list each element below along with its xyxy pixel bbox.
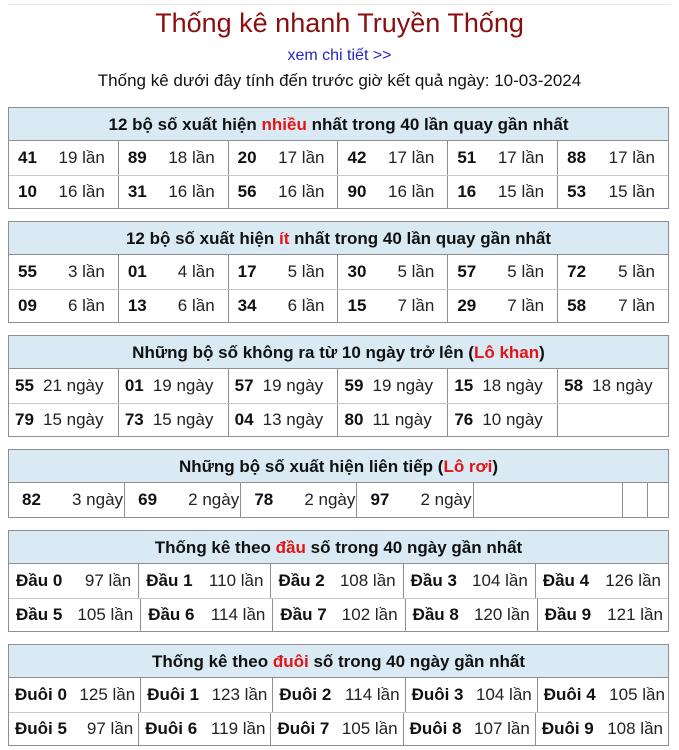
table-cell: [271, 713, 403, 746]
table-cell: 69 2 ngày: [125, 483, 241, 517]
table-cell: [404, 713, 536, 746]
table-row: [9, 141, 668, 175]
highlight-text: Lô rơi: [443, 457, 493, 476]
table-cell: [271, 564, 403, 598]
table-cell: [229, 141, 339, 175]
table-row: [9, 678, 668, 712]
cell-number: 42: [347, 147, 367, 167]
cell-count: 6 lần: [287, 295, 325, 315]
cell-count: 97 lần: [84, 570, 132, 590]
cell-number: 76: [454, 409, 474, 429]
table-header: Những bộ số không ra từ 10 ngày trở lên (Lô khan): [9, 336, 668, 369]
table-cell: [558, 141, 668, 175]
cell-number: 55: [18, 261, 37, 281]
table-cell: [338, 290, 448, 323]
cell-number: Đuôi 1: [147, 684, 200, 704]
table-cell: [538, 678, 670, 712]
cell-number: Đầu 7: [280, 604, 327, 624]
page-subtitle: Thống kê dưới đây tính đến trước giờ kết quả ngày: 10-03-2024: [97, 71, 582, 90]
table-cell: [9, 713, 139, 746]
table-row: [9, 289, 668, 323]
cell-count: 7 lần: [618, 295, 655, 315]
cell-count: 114 lần: [210, 604, 266, 624]
cell-count: 19 ngày: [152, 375, 214, 395]
table-cell: 82 3 ngày: [9, 483, 125, 517]
table-cell: 97 2 ngày: [357, 483, 473, 517]
cell-count: 7 lần: [397, 295, 435, 315]
cell-number: 04: [234, 409, 254, 429]
table-cell: [558, 255, 668, 289]
cell-number: 88: [567, 147, 587, 167]
table-cell: [9, 290, 119, 323]
cell-number: 34: [237, 295, 257, 315]
cell-count: 16 lần: [168, 181, 215, 201]
table-cell: [9, 255, 119, 289]
cell-count: 108 lần: [339, 570, 396, 590]
top-divider: [8, 4, 671, 5]
cell-number: 16: [457, 181, 477, 201]
cell-number: Đuôi 2: [279, 684, 332, 704]
table-cell: [338, 369, 448, 403]
cell-count: 16 lần: [58, 181, 105, 201]
table-cell: [448, 176, 558, 209]
cell-number: Đầu 0: [16, 570, 63, 590]
table-cell: [448, 369, 558, 403]
table-cell: [338, 176, 448, 209]
cell-number: Đầu 1: [146, 570, 193, 590]
table-cell: [273, 599, 405, 632]
table-cell: [9, 369, 119, 403]
cell-count: 123 lần: [211, 684, 268, 704]
empty-cell: [648, 483, 668, 517]
cell-count: 21 ngày: [43, 375, 104, 395]
table-cell: [139, 713, 271, 746]
table-cell: [448, 290, 558, 323]
cell-count: 5 lần: [618, 261, 655, 281]
cell-number: Đầu 3: [410, 570, 457, 590]
cell-count: 5 lần: [507, 261, 545, 281]
cell-number: 41: [18, 147, 37, 167]
highlight-text: ít: [279, 229, 290, 248]
cell-number: 29: [457, 295, 477, 315]
cell-number: 51: [457, 147, 477, 167]
table-cell: [229, 255, 339, 289]
table-cell: 78 2 ngày: [241, 483, 357, 517]
cell-number: 01: [124, 375, 144, 395]
cell-number: Đuôi 9: [541, 718, 594, 738]
cell-count: 11 ngày: [372, 409, 432, 429]
table-row: [9, 564, 668, 598]
cell-number: 30: [347, 261, 367, 281]
view-details-link[interactable]: xem chi tiết >>: [287, 47, 392, 64]
table-cell: [229, 176, 339, 209]
cell-number: 73: [124, 409, 144, 429]
cell-number: 58: [564, 375, 584, 395]
cell-count: 16 lần: [387, 181, 435, 201]
cell-number: 55: [15, 375, 34, 395]
table-row: [9, 403, 668, 437]
cell-count: 15 ngày: [152, 409, 214, 429]
cell-count: 18 ngày: [482, 375, 543, 395]
table-cell: [338, 255, 448, 289]
cell-number: Đuôi 4: [543, 684, 596, 704]
cell-number: 13: [127, 295, 147, 315]
cell-count: 5 lần: [397, 261, 435, 281]
cell-count: 5 lần: [287, 261, 325, 281]
cell-number: 15: [347, 295, 367, 315]
empty-cell: [623, 483, 648, 517]
table-cell: [141, 599, 273, 632]
table-cell: [9, 599, 141, 632]
cell-count: 15 ngày: [43, 409, 104, 429]
highlight-text: Lô khan: [473, 343, 540, 362]
cell-count: 105 lần: [609, 684, 665, 704]
table-cell: [536, 713, 668, 746]
cell-count: 6 lần: [67, 295, 105, 315]
cell-count: 125 lần: [79, 684, 136, 704]
cell-number: 90: [347, 181, 367, 201]
table-row: [9, 598, 668, 632]
table-cell: [448, 141, 558, 175]
cell-count: 107 lần: [474, 718, 530, 738]
cell-number: 20: [237, 147, 257, 167]
table-cell: [338, 141, 448, 175]
table-cell: [229, 369, 339, 403]
cell-count: 19 lần: [58, 147, 105, 167]
cell-number: Đầu 4: [542, 570, 590, 590]
table-cell: [119, 141, 229, 175]
table-cell: [119, 404, 229, 437]
table-row: [9, 175, 668, 209]
page-title: Thống kê nhanh Truyền Thống: [155, 8, 524, 38]
cell-count: 17 lần: [608, 147, 655, 167]
cell-number: 58: [567, 295, 587, 315]
cell-count: 110 lần: [208, 570, 264, 590]
table-cell: [538, 599, 670, 632]
cell-count: 13 ngày: [262, 409, 324, 429]
cell-number: Đầu 5: [16, 604, 63, 624]
table-header: Thống kê theo đuôi số trong 40 ngày gần nhất: [9, 645, 668, 678]
cell-count: 19 ngày: [372, 375, 433, 395]
table-cell: [404, 564, 536, 598]
lo-khan-table: [8, 335, 669, 437]
table-cell: [9, 404, 119, 437]
cell-count: 114 lần: [345, 684, 400, 704]
table-header: Thống kê theo đầu số trong 40 ngày gần nhất: [9, 531, 668, 564]
cell-number: Đuôi 6: [145, 718, 198, 738]
cell-count: 108 lần: [607, 718, 663, 738]
table-cell: [273, 678, 405, 712]
table-row: [9, 369, 668, 403]
cell-number: 31: [127, 181, 147, 201]
cell-count: 6 lần: [177, 295, 215, 315]
highlight-text: đầu: [275, 538, 306, 557]
dau-stats-table: [8, 530, 669, 632]
table-header: 12 bộ số xuất hiện nhiều nhất trong 40 lần quay gần nhất: [9, 108, 668, 141]
table-cell: [9, 564, 139, 598]
table-cell: [119, 176, 229, 209]
cell-count: 121 lần: [607, 604, 663, 624]
cell-number: 57: [234, 375, 254, 395]
table-cell: [558, 176, 668, 209]
table-cell: [9, 141, 119, 175]
table-cell: [119, 290, 229, 323]
cell-count: 102 lần: [341, 604, 398, 624]
table-cell: [406, 678, 538, 712]
highlight-text: nhiều: [261, 115, 307, 134]
cell-number: 72: [567, 261, 587, 281]
table-cell: [338, 404, 448, 437]
table-cell: [536, 564, 668, 598]
cell-number: Đuôi 0: [15, 684, 67, 704]
cell-number: Đuôi 3: [411, 684, 464, 704]
least-frequent-table: [8, 221, 669, 323]
cell-count: 17 lần: [278, 147, 325, 167]
cell-number: 57: [457, 261, 477, 281]
cell-count: 16 lần: [278, 181, 325, 201]
cell-count: 104 lần: [472, 570, 528, 590]
cell-number: 17: [237, 261, 257, 281]
most-frequent-table: [8, 107, 669, 209]
table-cell: [141, 678, 273, 712]
cell-count: 3 lần: [67, 261, 105, 281]
table-cell: [229, 404, 339, 437]
table-cell: [119, 255, 229, 289]
table-cell: [558, 369, 668, 403]
cell-number: 59: [344, 375, 364, 395]
cell-count: 17 lần: [497, 147, 545, 167]
table-cell: [139, 564, 271, 598]
table-cell: [9, 176, 119, 209]
cell-count: 105 lần: [77, 604, 134, 624]
table-cell: [119, 369, 229, 403]
cell-count: 119 lần: [210, 718, 266, 738]
cell-number: 80: [344, 409, 364, 429]
cell-count: 15 lần: [497, 181, 545, 201]
cell-number: Đầu 6: [148, 604, 195, 624]
cell-number: 89: [127, 147, 147, 167]
cell-count: 18 ngày: [592, 375, 653, 395]
table-row: [9, 483, 668, 517]
cell-number: 10: [18, 181, 37, 201]
table-row: [9, 712, 668, 746]
cell-count: 105 lần: [341, 718, 398, 738]
cell-count: 19 ngày: [262, 375, 324, 395]
cell-count: 104 lần: [475, 684, 532, 704]
cell-number: Đầu 9: [544, 604, 592, 624]
table-cell: [406, 599, 538, 632]
cell-count: 126 lần: [605, 570, 661, 590]
table-cell: [448, 255, 558, 289]
cell-number: Đầu 8: [412, 604, 459, 624]
cell-count: 18 lần: [168, 147, 215, 167]
cell-count: 10 ngày: [482, 409, 543, 429]
cell-number: Đầu 2: [278, 570, 325, 590]
cell-count: 120 lần: [473, 604, 530, 624]
empty-cell: [474, 483, 624, 517]
cell-number: 56: [237, 181, 257, 201]
lo-roi-table: [8, 449, 669, 518]
cell-number: 79: [15, 409, 34, 429]
cell-number: 15: [454, 375, 474, 395]
table-cell: [558, 290, 668, 323]
cell-number: 53: [567, 181, 587, 201]
duoi-stats-table: [8, 644, 669, 746]
cell-count: 7 lần: [507, 295, 545, 315]
table-cell: [558, 404, 668, 437]
table-row: [9, 255, 668, 289]
cell-count: 97 lần: [86, 718, 134, 738]
table-header: Những bộ số xuất hiện liên tiếp (Lô rơi): [9, 450, 668, 483]
cell-number: Đuôi 7: [277, 718, 330, 738]
table-cell: [9, 678, 141, 712]
cell-number: 09: [18, 295, 37, 315]
cell-count: 17 lần: [387, 147, 435, 167]
table-header: 12 bộ số xuất hiện ít nhất trong 40 lần quay gần nhất: [9, 222, 668, 255]
cell-count: 4 lần: [177, 261, 215, 281]
cell-number: 01: [127, 261, 147, 281]
cell-number: Đuôi 5: [15, 718, 67, 738]
table-cell: [448, 404, 558, 437]
cell-count: 15 lần: [608, 181, 655, 201]
table-cell: [229, 290, 339, 323]
cell-number: Đuôi 8: [409, 718, 462, 738]
highlight-text: đuôi: [272, 652, 309, 671]
